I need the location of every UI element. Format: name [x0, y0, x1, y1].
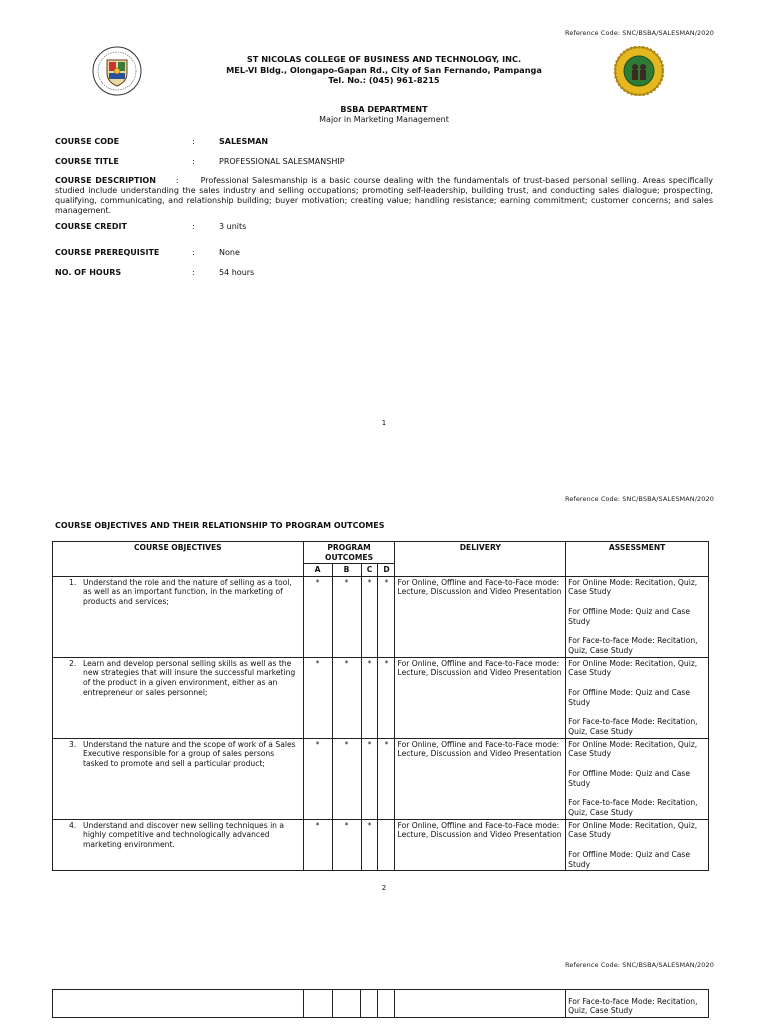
- assessment-face-to-face: For Face-to-face Mode: Recitation, Quiz, Case Study: [568, 717, 698, 736]
- header-delivery: DELIVERY: [395, 542, 566, 577]
- school-telephone: Tel. No.: (045) 961-8215: [328, 75, 440, 85]
- colon: :: [192, 248, 195, 257]
- course-description-label: COURSE DESCRIPTION: [55, 176, 156, 185]
- delivery-cell: For Online, Offline and Face-to-Face mode: Lecture, Discussion and Video Presentation: [395, 657, 566, 738]
- delivery-cell: For Online, Offline and Face-to-Face mode: Lecture, Discussion and Video Presentation: [395, 738, 566, 819]
- colon: :: [192, 157, 195, 166]
- header-outcome-c: C: [361, 564, 378, 577]
- outcome-mark: *: [332, 738, 361, 819]
- course-code-value: SALESMAN: [219, 137, 269, 146]
- outcome-mark: *: [378, 576, 395, 657]
- colon: :: [192, 137, 195, 146]
- outcome-mark: *: [378, 738, 395, 819]
- assessment-online: For Online Mode: Recitation, Quiz, Case Study: [568, 658, 698, 678]
- table-row: [53, 990, 709, 1018]
- assessment-offline: For Offline Mode: Quiz and Case Study: [568, 687, 691, 707]
- school-name: ST NICOLAS COLLEGE OF BUSINESS AND TECHNOLOGY, INC.: [246, 54, 522, 64]
- outcome-mark: *: [332, 819, 361, 870]
- outcome-mark: *: [378, 657, 395, 738]
- outcome-mark: *: [303, 657, 332, 738]
- page-number: 1: [381, 419, 387, 427]
- outcome-mark: [378, 990, 395, 1018]
- outcome-mark: [332, 990, 361, 1018]
- objective-text: Learn and develop personal selling skills as well as the new strategies that will insure the successful marketing of the product in a given environment, either as an entrepreneur or sales personnel;: [83, 658, 296, 697]
- course-credit-label: COURSE CREDIT: [55, 222, 127, 231]
- objective-number: 2.: [69, 658, 77, 668]
- number-of-hours-value: 54 hours: [219, 268, 255, 277]
- assessment-offline: For Offline Mode: Quiz and Case Study: [568, 768, 691, 788]
- objective-cell: [53, 738, 304, 819]
- continuation-table: [52, 989, 709, 1018]
- header-outcome-d: D: [378, 564, 395, 577]
- assessment-online: For Online Mode: Recitation, Quiz, Case Study: [568, 739, 698, 759]
- delivery-cell: [395, 990, 566, 1018]
- reference-code: Reference Code: SNC/BSBA/SALESMAN/2020: [565, 29, 714, 37]
- table-row: [53, 738, 709, 819]
- course-objectives-table: [52, 541, 709, 871]
- page-number: 2: [381, 884, 387, 892]
- assessment-offline: For Offline Mode: Quiz and Case Study: [568, 606, 691, 626]
- header-course-objectives: COURSE OBJECTIVES: [53, 542, 304, 577]
- department-name: BSBA DEPARTMENT: [340, 105, 428, 114]
- objective-cell: [53, 657, 304, 738]
- header-outcome-a: A: [303, 564, 332, 577]
- school-header: [0, 54, 768, 86]
- objective-number: 3.: [69, 739, 77, 749]
- outcome-mark: [361, 990, 378, 1018]
- table-row: [53, 657, 709, 738]
- assessment-cell: [566, 657, 709, 738]
- assessment-online: For Online Mode: Recitation, Quiz, Case Study: [568, 577, 698, 597]
- colon: :: [192, 268, 195, 277]
- course-title-value: PROFESSIONAL SALESMANSHIP: [219, 157, 345, 166]
- assessment-face-to-face: For Face-to-face Mode: Recitation, Quiz, Case Study: [568, 798, 698, 817]
- outcome-mark: [303, 990, 332, 1018]
- objective-cell: [53, 990, 304, 1018]
- outcome-mark: *: [303, 738, 332, 819]
- delivery-cell: For Online, Offline and Face-to-Face mode: Lecture, Discussion and Video Presentation: [395, 819, 566, 870]
- objective-text: Understand and discover new selling techniques in a highly competitive and technologically advanced marketing environment.: [83, 820, 285, 849]
- outcome-mark: *: [361, 819, 378, 870]
- course-prerequisite-label: COURSE PREREQUISITE: [55, 248, 160, 257]
- outcome-mark: *: [303, 576, 332, 657]
- colon: :: [192, 222, 195, 231]
- course-code-label: COURSE CODE: [55, 137, 120, 146]
- reference-code: Reference Code: SNC/BSBA/SALESMAN/2020: [565, 961, 714, 969]
- outcome-mark: *: [332, 657, 361, 738]
- course-description: [55, 176, 713, 216]
- school-address: MEL-VI Bldg., Olongapo-Gapan Rd., City of San Fernando, Pampanga: [226, 64, 542, 75]
- assessment-online: For Online Mode: Recitation, Quiz, Case Study: [568, 820, 698, 840]
- assessment-offline: For Offline Mode: Quiz and Case Study: [568, 849, 691, 869]
- number-of-hours-label: NO. OF HOURS: [55, 268, 122, 277]
- outcome-mark: [378, 819, 395, 870]
- objective-number: 1.: [69, 577, 77, 587]
- assessment-cell: [566, 576, 709, 657]
- table-row: [53, 576, 709, 657]
- course-credit-value: 3 units: [219, 222, 247, 231]
- outcome-mark: *: [361, 738, 378, 819]
- reference-code: Reference Code: SNC/BSBA/SALESMAN/2020: [565, 495, 714, 503]
- course-description-text: Professional Salesmanship is a basic course dealing with the fundamentals of trust-based personal selling. Areas specifically studied include understanding the sales industry and selling occupations; promoting self-leadership, building trust, and conducting sales dialogue; prospecting, qualifying, communicating, and relationship building; buyer motivation; creating value; handling resistance; earning commitment; customer concerns; and sales management.: [55, 176, 713, 215]
- header-program-outcomes: PROGRAM OUTCOMES: [303, 542, 395, 564]
- colon: :: [175, 176, 179, 185]
- objective-number: 4.: [69, 820, 77, 830]
- outcome-mark: *: [303, 819, 332, 870]
- objective-text: Understand the role and the nature of selling as a tool, as well as an important function, in the marketing of products and services;: [83, 577, 292, 606]
- section-title: COURSE OBJECTIVES AND THEIR RELATIONSHIP TO PROGRAM OUTCOMES: [55, 521, 385, 530]
- course-prerequisite-value: None: [219, 248, 240, 257]
- objective-cell: [53, 576, 304, 657]
- outcome-mark: *: [332, 576, 361, 657]
- assessment-face-to-face: For Face-to-face Mode: Recitation, Quiz, Case Study: [568, 636, 698, 655]
- course-title-label: COURSE TITLE: [55, 157, 119, 166]
- objective-text: Understand the nature and the scope of work of a Sales Executive responsible for a group of sales persons tasked to promote and sell a particular product;: [83, 739, 296, 768]
- assessment-cell: [566, 819, 709, 870]
- objective-cell: [53, 819, 304, 870]
- assessment-face-to-face: For Face-to-face Mode: Recitation, Quiz, Case Study: [566, 990, 709, 1018]
- header-outcome-b: B: [332, 564, 361, 577]
- outcome-mark: *: [361, 657, 378, 738]
- table-row: [53, 819, 709, 870]
- assessment-cell: [566, 738, 709, 819]
- outcome-mark: *: [361, 576, 378, 657]
- delivery-cell: For Online, Offline and Face-to-Face mode: Lecture, Discussion and Video Presentation: [395, 576, 566, 657]
- header-assessment: ASSESSMENT: [566, 542, 709, 577]
- department-major: Major in Marketing Management: [319, 115, 449, 124]
- department-block: [0, 105, 768, 125]
